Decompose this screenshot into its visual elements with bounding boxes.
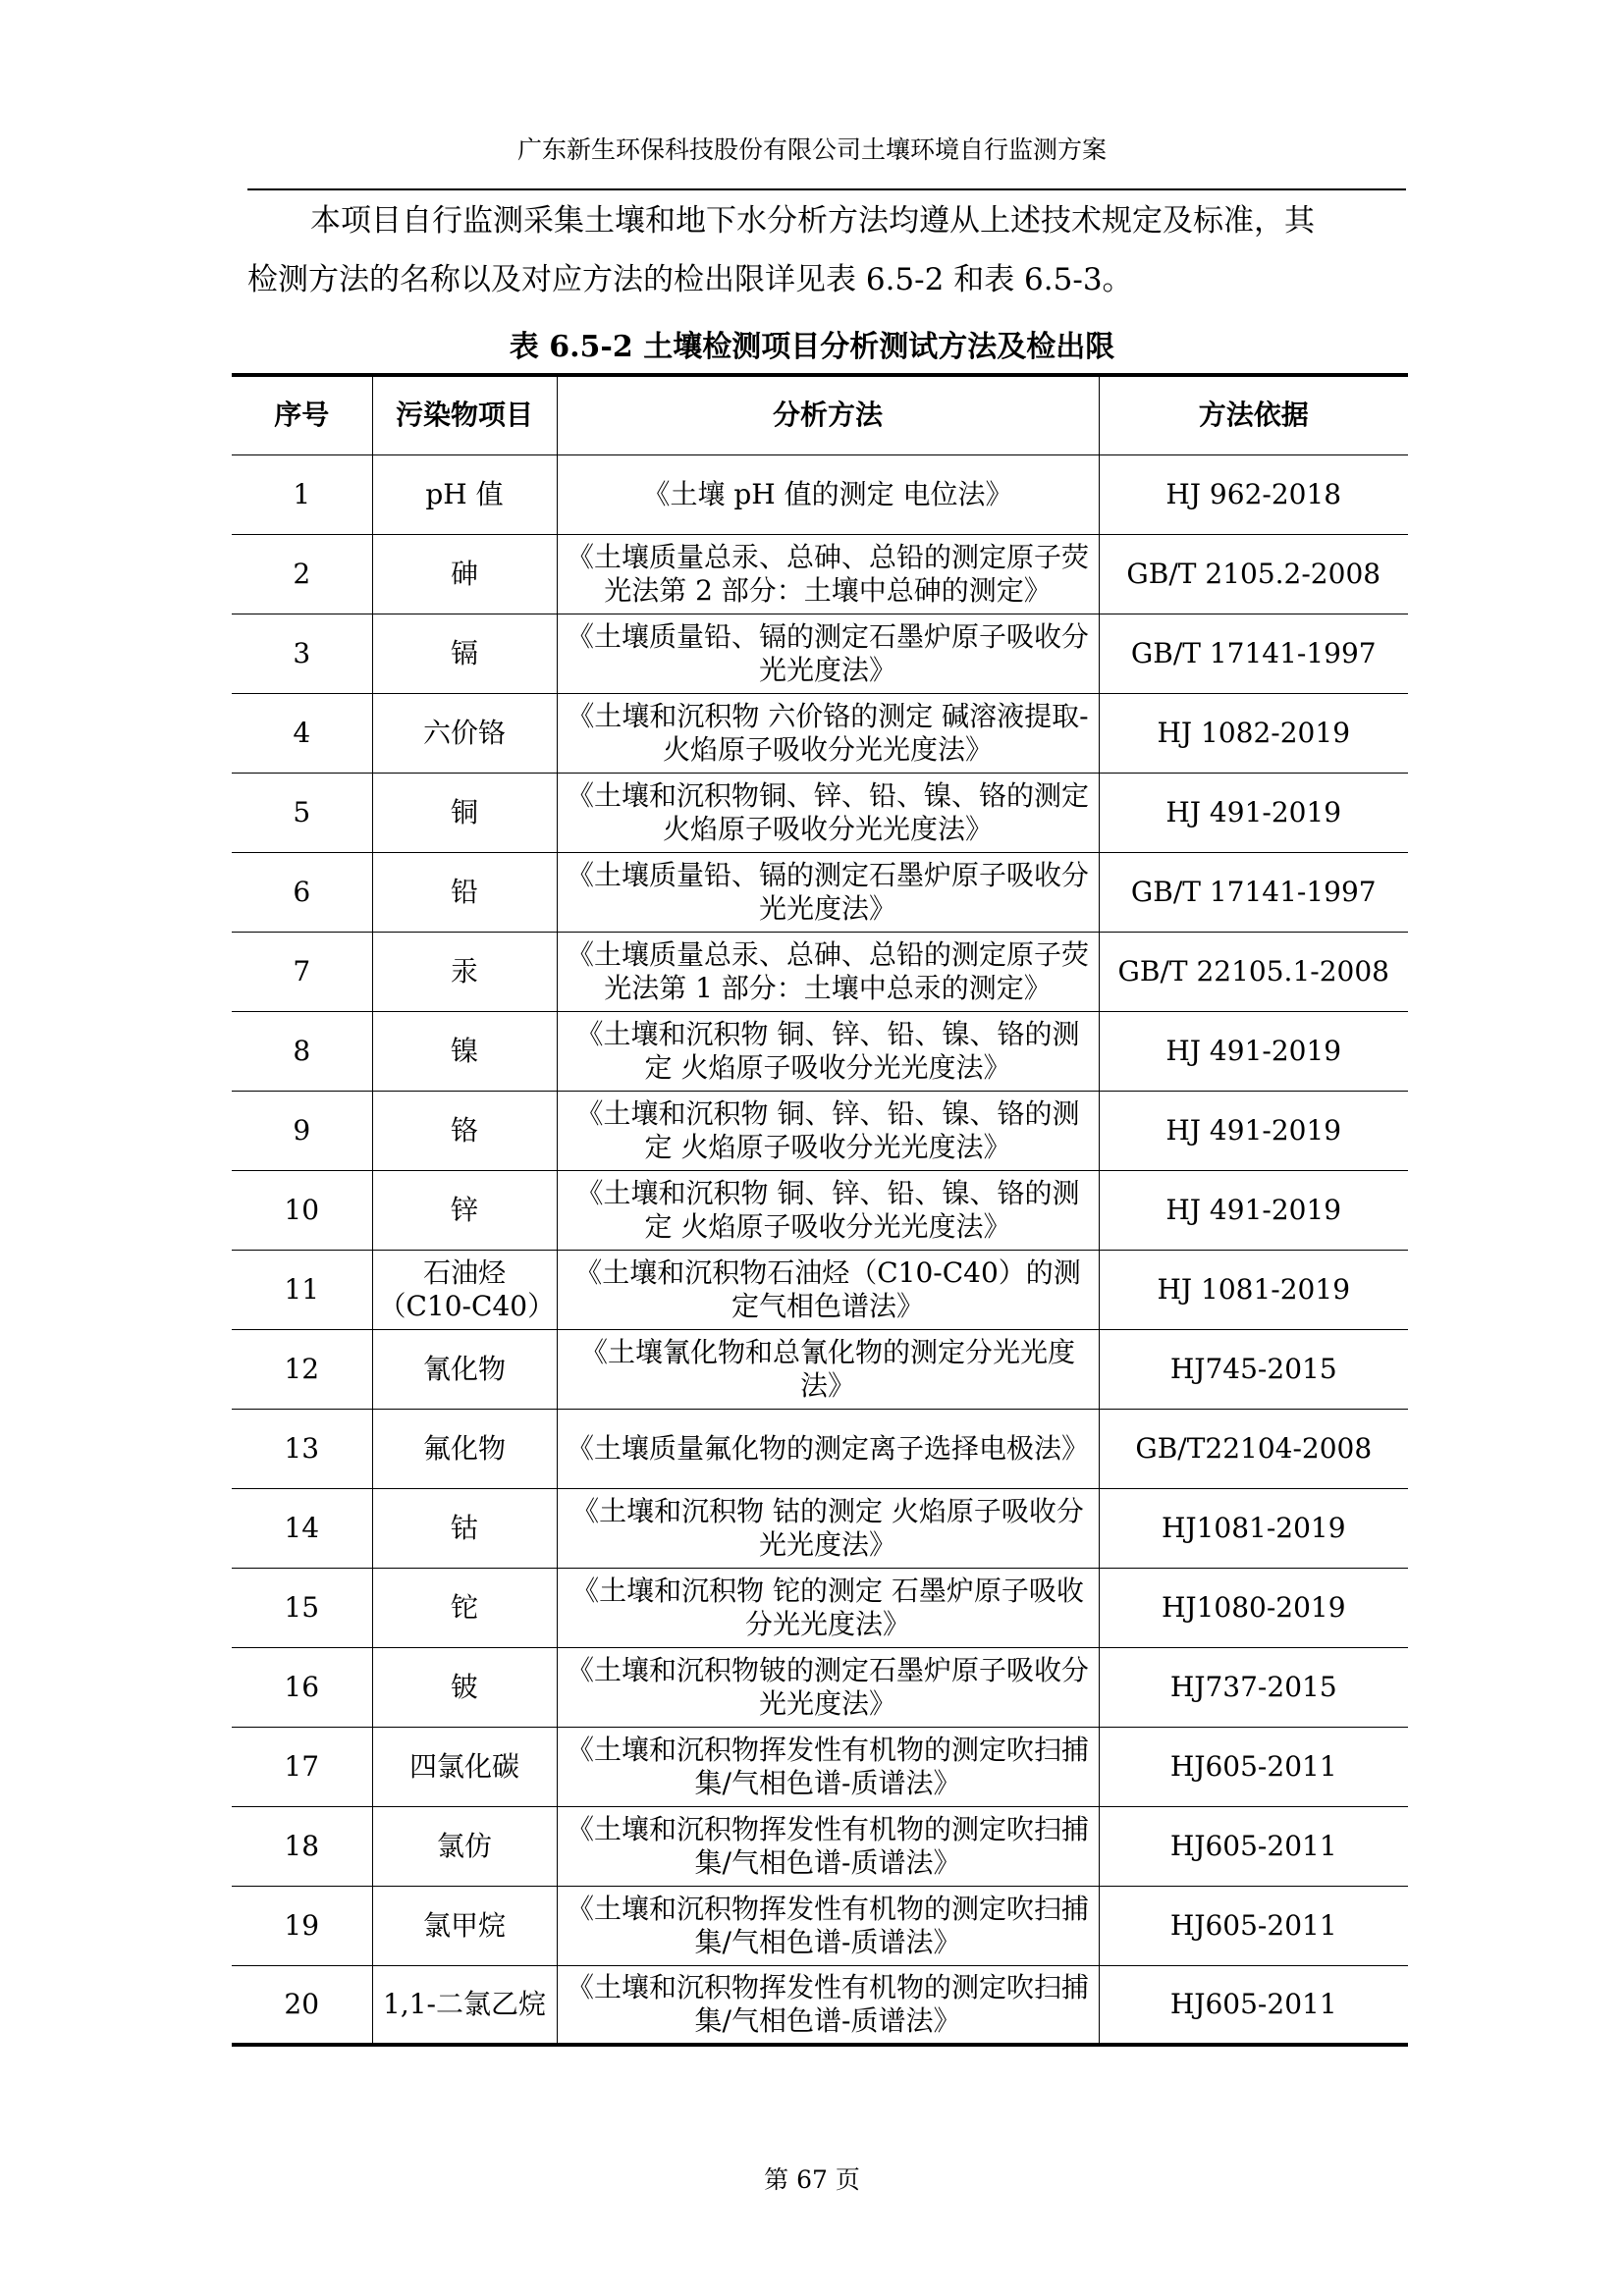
cell-no: 12 bbox=[232, 1329, 372, 1409]
table-row bbox=[232, 1886, 1408, 1965]
table-row bbox=[232, 1170, 1408, 1250]
cell-method: 《土壤和沉积物铜、锌、铅、镍、铬的测定火焰原子吸收分光光度法》 bbox=[557, 773, 1099, 852]
cell-method: 《土壤和沉积物挥发性有机物的测定吹扫捕集/气相色谱-质谱法》 bbox=[557, 1965, 1099, 2045]
cell-no: 15 bbox=[232, 1568, 372, 1647]
table-row bbox=[232, 1727, 1408, 1806]
methods-table bbox=[232, 373, 1408, 2047]
cell-item: 汞 bbox=[372, 932, 557, 1011]
cell-item: 镍 bbox=[372, 1011, 557, 1091]
cell-item: 铜 bbox=[372, 773, 557, 852]
cell-basis: HJ605-2011 bbox=[1099, 1806, 1408, 1886]
table-row bbox=[232, 1488, 1408, 1568]
cell-method: 《土壤和沉积物挥发性有机物的测定吹扫捕集/气相色谱-质谱法》 bbox=[557, 1727, 1099, 1806]
page-number: 第 67 页 bbox=[764, 2165, 860, 2194]
table-row bbox=[232, 1806, 1408, 1886]
table-row bbox=[232, 1568, 1408, 1647]
cell-no: 14 bbox=[232, 1488, 372, 1568]
cell-no: 4 bbox=[232, 693, 372, 773]
cell-method: 《土壤 pH 值的测定 电位法》 bbox=[557, 454, 1099, 534]
cell-no: 6 bbox=[232, 852, 372, 932]
cell-item: 氯甲烷 bbox=[372, 1886, 557, 1965]
cell-item: 砷 bbox=[372, 534, 557, 614]
cell-method: 《土壤和沉积物 铊的测定 石墨炉原子吸收分光光度法》 bbox=[557, 1568, 1099, 1647]
cell-item: 六价铬 bbox=[372, 693, 557, 773]
cell-item: 钴 bbox=[372, 1488, 557, 1568]
cell-basis: GB/T 17141-1997 bbox=[1099, 852, 1408, 932]
cell-no: 5 bbox=[232, 773, 372, 852]
cell-no: 10 bbox=[232, 1170, 372, 1250]
cell-basis: HJ1080-2019 bbox=[1099, 1568, 1408, 1647]
cell-basis: HJ 1081-2019 bbox=[1099, 1250, 1408, 1329]
intro-line-2: 检测方法的名称以及对应方法的检出限详见表 6.5-2 和表 6.5-3。 bbox=[247, 262, 1133, 297]
cell-no: 18 bbox=[232, 1806, 372, 1886]
cell-basis: GB/T22104-2008 bbox=[1099, 1409, 1408, 1488]
cell-basis: HJ605-2011 bbox=[1099, 1727, 1408, 1806]
table-row bbox=[232, 852, 1408, 932]
cell-method: 《土壤质量总汞、总砷、总铅的测定原子荧光法第 1 部分：土壤中总汞的测定》 bbox=[557, 932, 1099, 1011]
cell-no: 2 bbox=[232, 534, 372, 614]
table-body bbox=[232, 454, 1408, 2045]
cell-item: 锌 bbox=[372, 1170, 557, 1250]
intro-line-1: 本项目自行监测采集土壤和地下水分析方法均遵从上述技术规定及标准，其 bbox=[310, 203, 1315, 239]
cell-item: 氯仿 bbox=[372, 1806, 557, 1886]
cell-method: 《土壤和沉积物 铜、锌、铅、镍、铬的测定 火焰原子吸收分光光度法》 bbox=[557, 1091, 1099, 1170]
cell-no: 19 bbox=[232, 1886, 372, 1965]
cell-method: 《土壤和沉积物挥发性有机物的测定吹扫捕集/气相色谱-质谱法》 bbox=[557, 1806, 1099, 1886]
cell-item: 氰化物 bbox=[372, 1329, 557, 1409]
header-no: 序号 bbox=[232, 375, 372, 454]
cell-basis: HJ605-2011 bbox=[1099, 1886, 1408, 1965]
cell-no: 17 bbox=[232, 1727, 372, 1806]
page-header-title: 广东新生环保科技股份有限公司土壤环境自行监测方案 bbox=[516, 135, 1107, 164]
table-row bbox=[232, 1647, 1408, 1727]
table-row bbox=[232, 1965, 1408, 2045]
cell-no: 13 bbox=[232, 1409, 372, 1488]
table-row bbox=[232, 1011, 1408, 1091]
table-row bbox=[232, 614, 1408, 693]
cell-no: 9 bbox=[232, 1091, 372, 1170]
cell-basis: HJ737-2015 bbox=[1099, 1647, 1408, 1727]
table-row bbox=[232, 932, 1408, 1011]
cell-basis: HJ 491-2019 bbox=[1099, 1170, 1408, 1250]
header-method: 分析方法 bbox=[557, 375, 1099, 454]
cell-method: 《土壤和沉积物 铜、锌、铅、镍、铬的测定 火焰原子吸收分光光度法》 bbox=[557, 1011, 1099, 1091]
cell-no: 1 bbox=[232, 454, 372, 534]
cell-item: 铊 bbox=[372, 1568, 557, 1647]
cell-item: 镉 bbox=[372, 614, 557, 693]
cell-method: 《土壤和沉积物铍的测定石墨炉原子吸收分光光度法》 bbox=[557, 1647, 1099, 1727]
table-row bbox=[232, 693, 1408, 773]
cell-item: 铅 bbox=[372, 852, 557, 932]
cell-item: 石油烃（C10-C40） bbox=[372, 1250, 557, 1329]
header-basis: 方法依据 bbox=[1099, 375, 1408, 454]
cell-no: 8 bbox=[232, 1011, 372, 1091]
cell-item: 铍 bbox=[372, 1647, 557, 1727]
table-row bbox=[232, 1329, 1408, 1409]
cell-no: 11 bbox=[232, 1250, 372, 1329]
header-item: 污染物项目 bbox=[372, 375, 557, 454]
cell-method: 《土壤质量氟化物的测定离子选择电极法》 bbox=[557, 1409, 1099, 1488]
table-caption: 表 6.5-2 土壤检测项目分析测试方法及检出限 bbox=[509, 330, 1115, 364]
cell-method: 《土壤和沉积物 钴的测定 火焰原子吸收分光光度法》 bbox=[557, 1488, 1099, 1568]
cell-basis: HJ 962-2018 bbox=[1099, 454, 1408, 534]
cell-method: 《土壤和沉积物石油烃（C10-C40）的测定气相色谱法》 bbox=[557, 1250, 1099, 1329]
header-rule bbox=[247, 188, 1406, 190]
cell-basis: GB/T 22105.1-2008 bbox=[1099, 932, 1408, 1011]
cell-no: 3 bbox=[232, 614, 372, 693]
table-row bbox=[232, 454, 1408, 534]
cell-method: 《土壤和沉积物 铜、锌、铅、镍、铬的测定 火焰原子吸收分光光度法》 bbox=[557, 1170, 1099, 1250]
table-row bbox=[232, 773, 1408, 852]
cell-basis: HJ605-2011 bbox=[1099, 1965, 1408, 2045]
cell-item: 氟化物 bbox=[372, 1409, 557, 1488]
cell-method: 《土壤质量铅、镉的测定石墨炉原子吸收分光光度法》 bbox=[557, 614, 1099, 693]
table-row bbox=[232, 1091, 1408, 1170]
cell-basis: HJ 491-2019 bbox=[1099, 1011, 1408, 1091]
cell-method: 《土壤和沉积物挥发性有机物的测定吹扫捕集/气相色谱-质谱法》 bbox=[557, 1886, 1099, 1965]
cell-no: 20 bbox=[232, 1965, 372, 2045]
cell-no: 7 bbox=[232, 932, 372, 1011]
cell-item: 1,1-二氯乙烷 bbox=[372, 1965, 557, 2045]
table-header-row bbox=[232, 375, 1408, 454]
table-row bbox=[232, 1409, 1408, 1488]
cell-basis: GB/T 2105.2-2008 bbox=[1099, 534, 1408, 614]
cell-basis: HJ 491-2019 bbox=[1099, 773, 1408, 852]
cell-method: 《土壤和沉积物 六价铬的测定 碱溶液提取-火焰原子吸收分光光度法》 bbox=[557, 693, 1099, 773]
cell-basis: HJ 491-2019 bbox=[1099, 1091, 1408, 1170]
cell-basis: HJ1081-2019 bbox=[1099, 1488, 1408, 1568]
table-row bbox=[232, 1250, 1408, 1329]
table-row bbox=[232, 534, 1408, 614]
cell-item: pH 值 bbox=[372, 454, 557, 534]
cell-method: 《土壤质量铅、镉的测定石墨炉原子吸收分光光度法》 bbox=[557, 852, 1099, 932]
cell-basis: HJ 1082-2019 bbox=[1099, 693, 1408, 773]
cell-basis: GB/T 17141-1997 bbox=[1099, 614, 1408, 693]
cell-item: 四氯化碳 bbox=[372, 1727, 557, 1806]
cell-basis: HJ745-2015 bbox=[1099, 1329, 1408, 1409]
cell-item: 铬 bbox=[372, 1091, 557, 1170]
cell-method: 《土壤质量总汞、总砷、总铅的测定原子荧光法第 2 部分：土壤中总砷的测定》 bbox=[557, 534, 1099, 614]
cell-no: 16 bbox=[232, 1647, 372, 1727]
cell-method: 《土壤氰化物和总氰化物的测定分光光度法》 bbox=[557, 1329, 1099, 1409]
